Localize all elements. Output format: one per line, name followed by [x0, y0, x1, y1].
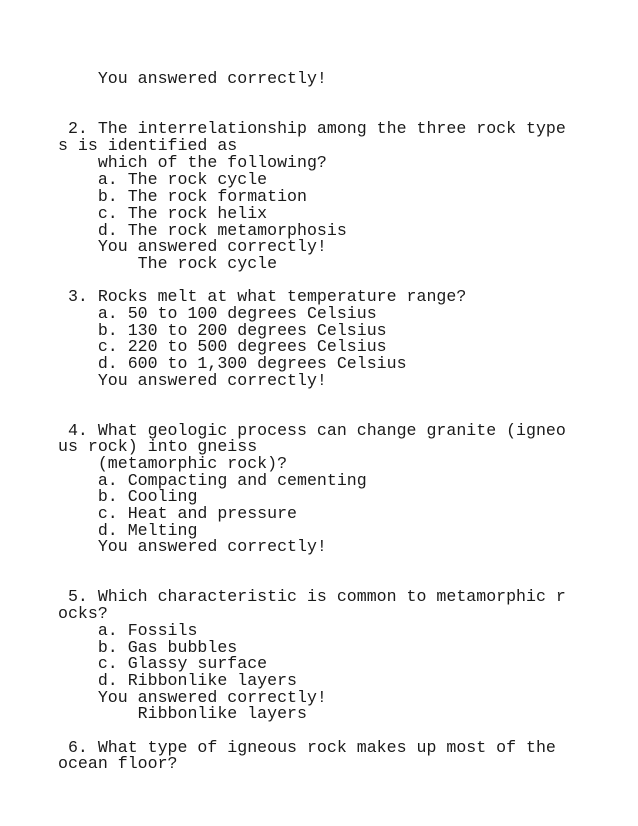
question-3-option-a: a. 50 to 100 degrees Celsius — [58, 304, 377, 323]
question-3-option-d: d. 600 to 1,300 degrees Celsius — [58, 354, 407, 373]
answer-feedback-5: You answered correctly! — [58, 688, 327, 707]
answer-feedback-4: You answered correctly! — [58, 537, 327, 556]
question-2-text: 2. The interrelationship among the three rock type — [58, 119, 566, 138]
question-6-text: ocean floor? — [58, 754, 178, 773]
answer-feedback-3: You answered correctly! — [58, 371, 327, 390]
question-4-option-d: d. Melting — [58, 521, 198, 540]
question-4-text: (metamorphic rock)? — [58, 454, 288, 473]
question-4-option-c: c. Heat and pressure — [58, 504, 297, 523]
answer-feedback-1: You answered correctly! — [58, 69, 327, 88]
correct-answer-5: Ribbonlike layers — [58, 704, 307, 723]
question-3-option-c: c. 220 to 500 degrees Celsius — [58, 337, 387, 356]
question-5-text: ocks? — [58, 604, 108, 623]
question-2-text: which of the following? — [58, 153, 327, 172]
question-5-option-b: b. Gas bubbles — [58, 638, 238, 657]
question-4-text: 4. What geologic process can change granite (igneo — [58, 421, 566, 440]
question-5-option-c: c. Glassy surface — [58, 654, 268, 673]
question-2-option-c: c. The rock helix — [58, 204, 268, 223]
question-3-text: 3. Rocks melt at what temperature range? — [58, 287, 467, 306]
question-5-option-d: d. Ribbonlike layers — [58, 671, 297, 690]
question-4-option-b: b. Cooling — [58, 487, 198, 506]
question-2-option-a: a. The rock cycle — [58, 170, 268, 189]
question-5-option-a: a. Fossils — [58, 621, 198, 640]
question-2-option-b: b. The rock formation — [58, 187, 307, 206]
question-5-text: 5. Which characteristic is common to metamorphic r — [58, 587, 566, 606]
answer-feedback-2: You answered correctly! — [58, 237, 327, 256]
question-4-option-a: a. Compacting and cementing — [58, 471, 367, 490]
question-2-text: s is identified as — [58, 136, 238, 155]
correct-answer-2: The rock cycle — [58, 254, 278, 273]
question-4-text: us rock) into gneiss — [58, 437, 258, 456]
question-6-text: 6. What type of igneous rock makes up most of the — [58, 738, 556, 757]
question-2-option-d: d. The rock metamorphosis — [58, 221, 347, 240]
question-3-option-b: b. 130 to 200 degrees Celsius — [58, 321, 387, 340]
